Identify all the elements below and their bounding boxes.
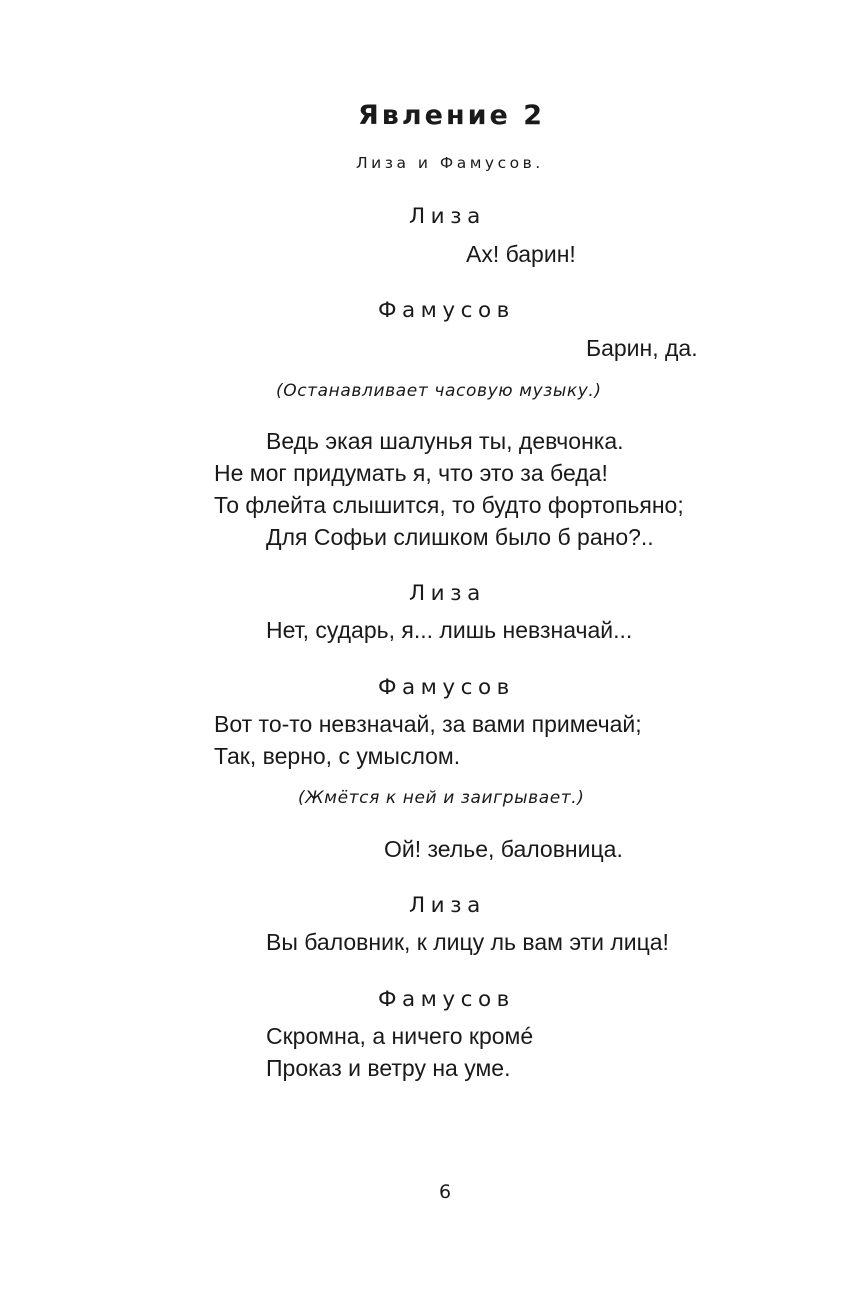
speaker-name: Фамусов xyxy=(378,675,515,700)
page-number: 6 xyxy=(439,1181,452,1203)
speaker-name: Лиза xyxy=(409,893,486,918)
dialogue-line: Ведь экая шалунья ты, девчонка. xyxy=(266,428,624,454)
dialogue-line: Вы баловник, к лицу ль вам эти лица! xyxy=(266,929,669,955)
stage-direction: (Жмётся к ней и заигрывает.) xyxy=(298,788,585,808)
dialogue-line: Барин, да. xyxy=(586,335,698,361)
speaker-name: Фамусов xyxy=(378,298,515,323)
scene-cast: Лиза и Фамусов. xyxy=(356,154,544,172)
dialogue-line: Нет, сударь, я... лишь невзначай... xyxy=(266,617,633,643)
dialogue-line: То флейта слышится, то будто фортопьяно; xyxy=(214,492,684,518)
speaker-name: Лиза xyxy=(409,204,486,229)
speaker-name: Фамусов xyxy=(378,987,515,1012)
dialogue-line: Вот то-то невзначай, за вами примечай; xyxy=(214,711,642,737)
scene-title: Явление 2 xyxy=(358,100,546,131)
dialogue-line: Ах! барин! xyxy=(466,241,576,267)
dialogue-line: Ой! зелье, баловница. xyxy=(384,836,623,862)
stage-direction: (Останавливает часовую музыку.) xyxy=(276,381,602,401)
dialogue-line: Скромна, а ничего кромé xyxy=(266,1023,534,1049)
speaker-name: Лиза xyxy=(409,581,486,606)
dialogue-line: Проказ и ветру на уме. xyxy=(266,1055,511,1081)
dialogue-line: Не мог придумать я, что это за беда! xyxy=(214,460,608,486)
dialogue-line: Для Софьи слишком было б рано?.. xyxy=(266,524,654,550)
dialogue-line: Так, верно, с умыслом. xyxy=(214,743,461,769)
